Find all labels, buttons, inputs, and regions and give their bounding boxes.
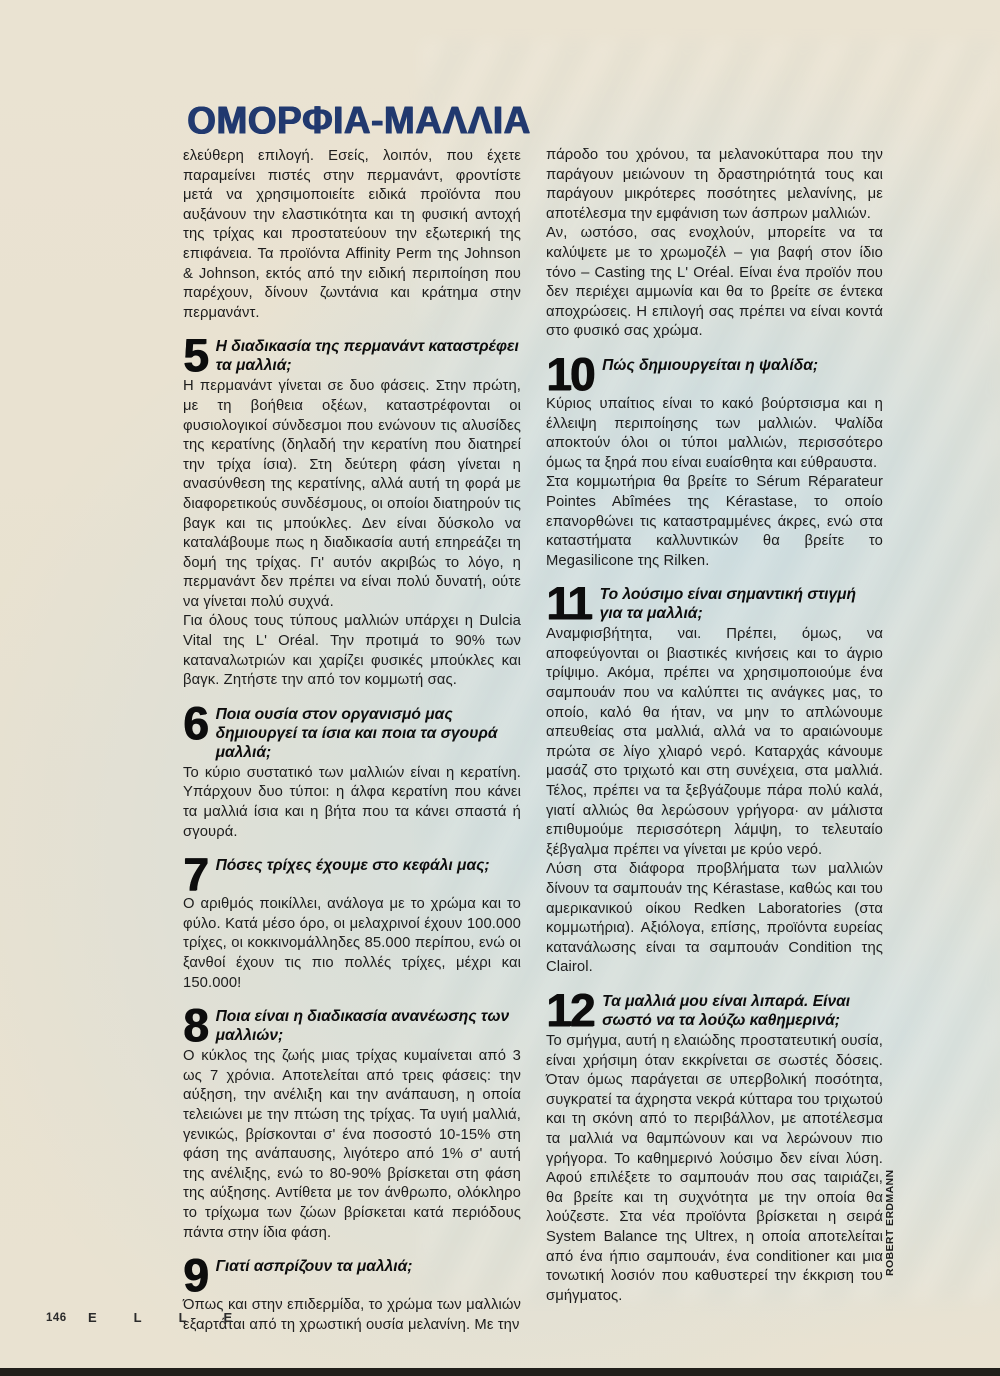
question-body-paragraph: Το σμήγμα, αυτή η ελαιώδης προστατευτική ουσία, είναι χρήσιμη όταν εκκρίνεται σε σωστές δόσεις. Όταν όμως παράγεται σε υπερβολική ποσότητα, συγκρατεί τα άχρηστα νεκρά κύτταρα του τριχωτού και τη σκόνη από το περιβάλλον, με αποτέλεσμα τα μαλλιά να θαμπώνουν και να λερώνουν πιο γρήγορα. Το καθημερινό λούσιμο δεν είναι λύση. Αφού επιλέξετε το σαμπουάν που σας ταιριάζει, θα βρείτε και τη συχνότητα με την οποία θα λούζεστε. Στα νέα προϊόντα βρίσκεται η σειρά System Balance της Ultrex, η οποία αποτελείται από ένα ήπιο σαμπουάν, ένα conditioner και μια τονωτική λοσιόν που καθυστερεί την έκκριση του σμήγματος. <box>546 1032 883 1304</box>
question-heading: Πόσες τρίχες έχουμε στο κεφάλι μας; <box>215 857 490 875</box>
question-section-7 <box>183 848 521 993</box>
right-column <box>546 146 883 1306</box>
question-heading: Τα μαλλιά μου είναι λιπαρά. Είναι σωστό να τα λούζω καθημερινά; <box>602 992 851 1029</box>
question-number: 6 <box>183 696 207 749</box>
question-number: 10 <box>546 347 594 400</box>
question-9-header <box>183 1249 521 1302</box>
question-section-10 <box>546 347 883 571</box>
question-section-6 <box>183 696 521 842</box>
question-body-paragraph: Για όλους τους τύπους μαλλιών υπάρχει η Dulcia Vital της L' Oréal. Την προτιμά το 90% των καταναλωτριών και χαρίζει φυσικές μπούκλες και βαγκ. Ζητήστε την από τον κομμωτή σας. <box>183 613 521 689</box>
question-5-header <box>183 329 521 382</box>
question-number: 9 <box>183 1249 207 1302</box>
question-body-paragraph: Το κύριο συστατικό των μαλλιών είναι η κερατίνη. Υπάρχουν δυο τύποι: η άλφα κερατίνη που κάνει τα μαλλιά ίσια και η βήτα που τα κάνει σπαστά ή σγουρά. <box>183 764 521 840</box>
intro-paragraph: ελεύθερη επιλογή. Εσείς, λοιπόν, που έχετε παραμείνει πιστές στην περμανάντ, φροντίστε μετά να χρησιμοποιείτε ειδικά προϊόντα που αυξάνουν την ελαστικότητα και τη φυσική αντοχή της τρίχας και προστατεύουν την εξωτερική της επιφάνεια. Τα προϊόντα Affinity Perm της Johnson & Johnson, εκτός από την ειδική περιποίηση που παρέχουν, δίνουν ζωντάνια και κράτημα στην περμανάντ. <box>183 148 521 321</box>
page-title: ΟΜΟΡΦΙΑ-ΜΑΛΛΙΑ <box>187 99 531 142</box>
question-heading: Γιατί ασπρίζουν τα μαλλιά; <box>215 1258 413 1276</box>
question-number: 7 <box>183 848 207 901</box>
question-heading: Ποια ουσία στον οργανισμό μας δημιουργεί τα ίσια και ποια τα σγουρά μαλλιά; <box>215 705 498 761</box>
question-section-11 <box>546 577 883 978</box>
question-number: 8 <box>183 999 207 1052</box>
page-number: 146 <box>46 1312 67 1324</box>
continuation-paragraph: Αν, ωστόσο, σας ενοχλούν, μπορείτε να τα καλύψετε με το χρωμοζέλ – για βαφή στον ίδιο τόνο – Casting της L' Oréal. Είναι ένα προϊόν που δεν περιέχει αμμωνία και θα το βρείτε σε έντεκα αποχρώσεις. Η επιλογή σας πρέπει να είναι κοντά στο φυσικό σας χρώμα. <box>546 225 883 340</box>
question-section-8 <box>183 999 521 1243</box>
magazine-logo: ELLE <box>88 1310 270 1325</box>
question-10-header <box>546 347 883 400</box>
question-heading: Το λούσιμο είναι σημαντική στιγμή για τα μαλλιά; <box>599 586 857 623</box>
question-6-header <box>183 696 521 762</box>
question-body-paragraph: Ο κύκλος της ζωής μιας τρίχας κυμαίνεται από 3 ως 7 χρόνια. Αποτελείται από τρεις φάσεις: την αύξηση, την ανέλιξη και την ανάπαυση, η οποία τελειώνει με την πτώση της τρίχας. Τα υγιή μαλλιά, γενικώς, βρίσκονται σ' ένα ποσοστό 10-15% στη φάση της ανάπαυσης, λιγότερο από 1% σ' αυτή της ανέλιξης, ενώ το 80-90% βρίσκεται στη φάση της αύξησης. Αντίθετα με τον άνθρωπο, ολόκληρο το τρίχωμα των ζώων βρίσκεται κατά περιόδους πάντα στην ίδια φάση. <box>183 1048 521 1241</box>
question-section-5 <box>183 329 521 691</box>
question-8-header <box>183 999 521 1052</box>
continuation-paragraph: πάροδο του χρόνου, τα μελανοκύτταρα που την παράγουν μειώνουν τη δραστηριότητά τους και παράγουν μικρότερες ποσότητες μελανίνης, με αποτέλεσμα την εμφάνιση των άσπρων μαλλιών. <box>546 147 883 222</box>
scan-edge <box>0 1368 1000 1376</box>
question-7-header <box>183 848 521 901</box>
question-number: 11 <box>546 577 591 630</box>
question-body-paragraph: Αναμφισβήτητα, ναι. Πρέπει, όμως, να αποφεύγονται οι βιαστικές κινήσεις και το άγριο τρίψιμο. Ακόμα, πρέπει να χρησιμοποιούμε ένα σαμπουάν που να καλύπτει τις ανάγκες μας, το οποίο, καλό θα ήταν, να μην το απλώνουμε απευθείας στα μαλλιά, αλλά να το αραιώνουμε πρώτα σε λίγο χλιαρό νερό. Καταρχάς κάνουμε μασάζ στο τριχωτό και στη συνέχεια, στα μαλλιά. Τέλος, πρέπει να τα ξεβγάζουμε πάρα πολύ καλά, γιατί αλλιώς θα λερώσουν γρήγορα· αν μάλιστα επιθυμούμε περισσότερη λάμψη, το τελευταίο ξέβγαλμα πρέπει να γίνεται με κρύο νερό. <box>546 626 883 858</box>
question-heading: Ποια είναι η διαδικασία ανανέωσης των μαλλιών; <box>215 1008 510 1045</box>
left-column <box>183 147 521 1335</box>
question-11-header <box>546 577 883 630</box>
question-12-header <box>546 983 883 1036</box>
question-body-paragraph: Όπως και στην επιδερμίδα, το χρώμα των μαλλιών εξαρτάται από τη χρωστική ουσία μελανίνη. Με την <box>183 1297 521 1333</box>
question-body-paragraph: Κύριος υπαίτιος είναι το κακό βούρτσισμα και η έλλειψη περιποίησης των μαλλιών. Ψαλίδα αποκτούν όλοι οι τύποι μαλλιών, περισσότερο όμως τα ξηρά που είναι ευαίσθητα και εύθραυστα. <box>546 395 883 471</box>
question-number: 5 <box>183 329 207 382</box>
question-body-paragraph: Στα κομμωτήρια θα βρείτε το Sérum Réparateur Pointes Abîmées της Kérastase, το οποίο επανορθώνει τις καταστραμμένες άκρες, ενώ στα καταστήματα καλλυντικών θα βρείτε το Megasilicone της Rilken. <box>546 474 883 569</box>
question-body-paragraph: Λύση στα διάφορα προβλήματα των μαλλιών δίνουν τα σαμπουάν της Kérastase, καθώς και του αμερικανικού οίκου Redken Laboratories (στα κομμωτήρια). Αξιόλογα, επίσης, προϊόντα ευρείας κατανάλωσης είναι τα σαμπουάν Condition της Clairol. <box>546 861 883 976</box>
question-heading: Η διαδικασία της περμανάντ καταστρέφει τα μαλλιά; <box>215 338 519 375</box>
photo-credit: ROBERT ERDMANN <box>884 1169 896 1276</box>
question-body-paragraph: Ο αριθμός ποικίλλει, ανάλογα με το χρώμα και το φύλο. Κατά μέσο όρο, οι μελαχρινοί έχουν 100.000 τρίχες, οι κοκκινομάλληδες 85.000 περίπου, ενώ οι ξανθοί έχουν τις πιο πολλές τρίχες, μέχρι και 150.000! <box>183 896 521 991</box>
question-heading: Πώς δημιουργείται η ψαλίδα; <box>602 356 819 374</box>
question-section-12 <box>546 983 883 1306</box>
question-number: 12 <box>546 983 594 1036</box>
question-body-paragraph: Η περμανάντ γίνεται σε δυο φάσεις. Στην πρώτη, με τη βοήθεια οξέων, καταστρέφονται οι φυσιολογικοί σύνδεσμοι που ενώνουν τις αλυσίδες της κερατίνης (δηλαδή την κερατίνη που διατηρεί την τρίχα ίσια). Στη δεύτερη φάση γίνεται η ανασύνθεση της κερατίνης, αλλά αυτή τη φορά με διαφορετικούς συνδέσμους, οι οποίοι διατηρούν τις βαγκ και τις μπούκλες. Δεν είναι δύσκολο να καταλάβουμε πως η διαδικασία αυτή επηρεάζει τη δομή της τρίχας. Γι' αυτόν ακριβώς το λόγο, η περμανάντ δεν πρέπει να είναι πολύ δυνατή, ούτε να γίνεται πολύ συχνά. <box>183 378 521 610</box>
